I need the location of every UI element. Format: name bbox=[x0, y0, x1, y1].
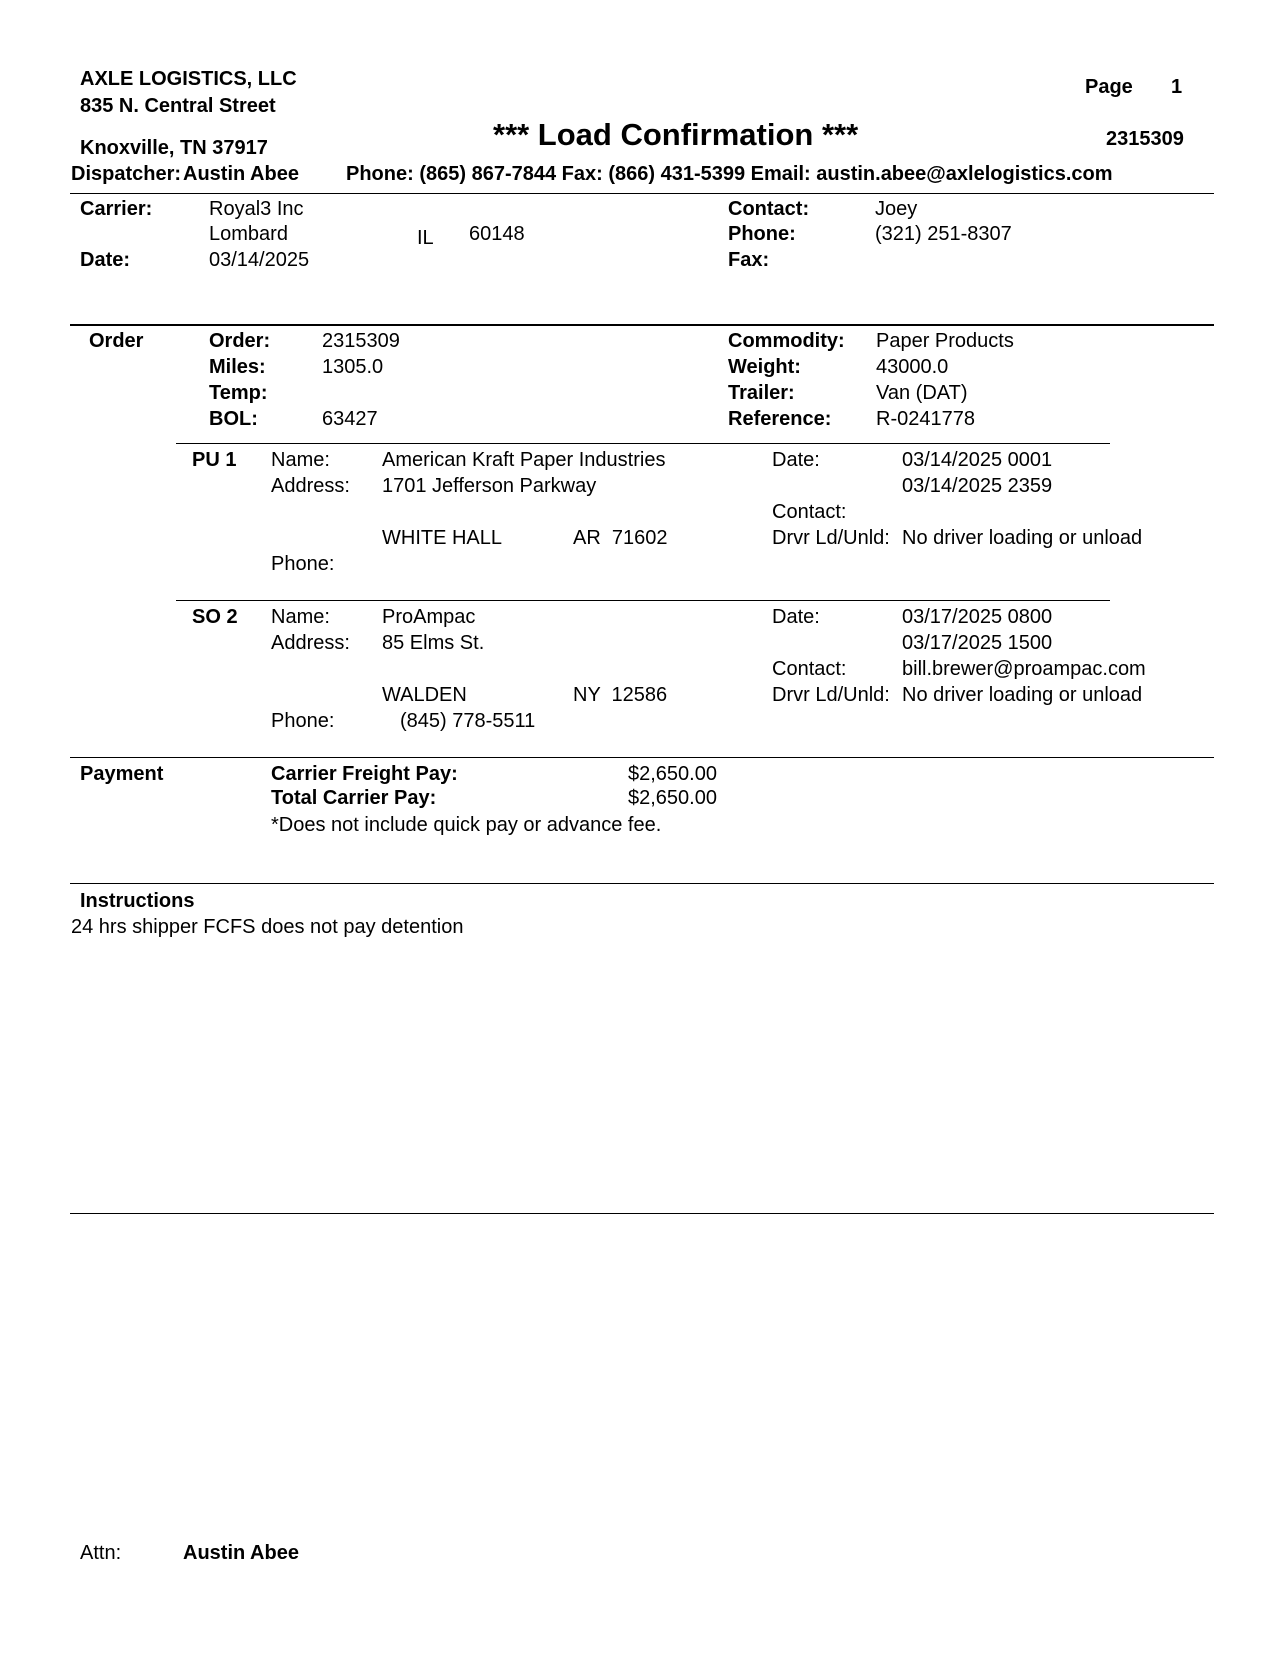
stop-phone-label: Phone: bbox=[271, 553, 335, 575]
stop-driver-label: Drvr Ld/Unld: bbox=[772, 684, 890, 706]
stop-driver-value: No driver loading or unload bbox=[902, 527, 1143, 549]
commodity-value: Paper Products bbox=[876, 330, 1014, 352]
stop-date-from: 03/17/2025 0800 bbox=[902, 606, 1053, 628]
stop-name: ProAmpac bbox=[382, 606, 476, 628]
instructions-text: 24 hrs shipper FCFS does not pay detention bbox=[71, 916, 464, 938]
page-label: Page bbox=[1085, 76, 1133, 98]
miles-value: 1305.0 bbox=[322, 356, 384, 378]
trailer-label: Trailer: bbox=[728, 382, 795, 404]
commodity-label: Commodity: bbox=[728, 330, 845, 352]
stop-name: American Kraft Paper Industries bbox=[382, 449, 666, 471]
carrier-zip: 60148 bbox=[469, 223, 525, 245]
carrier-state: IL bbox=[417, 227, 434, 249]
carrier-label: Carrier: bbox=[80, 198, 153, 220]
stop-date-from: 03/14/2025 0001 bbox=[902, 449, 1053, 471]
stop-driver-value: No driver loading or unload bbox=[902, 684, 1143, 706]
stop-address-label: Address: bbox=[271, 475, 350, 497]
stop-date-to: 03/17/2025 1500 bbox=[902, 632, 1053, 654]
stop-code: SO 2 bbox=[192, 606, 238, 628]
instructions-label: Instructions bbox=[80, 890, 195, 912]
dispatcher-name: Austin Abee bbox=[183, 163, 299, 185]
dispatcher-label: Dispatcher: bbox=[71, 163, 182, 185]
reference-label: Reference: bbox=[728, 408, 832, 430]
payment-note: *Does not include quick pay or advance fee. bbox=[271, 814, 662, 836]
divider bbox=[70, 757, 1214, 758]
company-name: AXLE LOGISTICS, LLC bbox=[80, 68, 297, 90]
freight-pay-label: Carrier Freight Pay: bbox=[271, 763, 458, 785]
carrier-date: 03/14/2025 bbox=[209, 249, 310, 271]
carrier-name: Royal3 Inc bbox=[209, 198, 304, 220]
divider bbox=[70, 193, 1214, 194]
carrier-contact-label: Contact: bbox=[728, 198, 810, 220]
carrier-phone: (321) 251-8307 bbox=[875, 223, 1012, 245]
stop-state-zip: NY 12586 bbox=[573, 684, 668, 706]
carrier-contact: Joey bbox=[875, 198, 918, 220]
stop-address: 1701 Jefferson Parkway bbox=[382, 475, 597, 497]
attn-name: Austin Abee bbox=[183, 1542, 299, 1564]
stop-address: 85 Elms St. bbox=[382, 632, 485, 654]
company-city: Knoxville, TN 37917 bbox=[80, 137, 268, 159]
stop-address-label: Address: bbox=[271, 632, 350, 654]
bol-label: BOL: bbox=[209, 408, 258, 430]
company-street: 835 N. Central Street bbox=[80, 95, 276, 117]
miles-label: Miles: bbox=[209, 356, 266, 378]
load-number: 2315309 bbox=[1106, 128, 1184, 150]
bol-value: 63427 bbox=[322, 408, 378, 430]
divider bbox=[70, 324, 1214, 326]
carrier-city: Lombard bbox=[209, 223, 288, 245]
stop-driver-label: Drvr Ld/Unld: bbox=[772, 527, 890, 549]
stop-phone-label: Phone: bbox=[271, 710, 335, 732]
stop-contact: bill.brewer@proampac.com bbox=[902, 658, 1146, 680]
stop-date-label: Date: bbox=[772, 606, 820, 628]
document-title: *** Load Confirmation *** bbox=[493, 117, 859, 152]
total-pay-label: Total Carrier Pay: bbox=[271, 787, 437, 809]
stop-contact-label: Contact: bbox=[772, 658, 847, 680]
page-number: 1 bbox=[1171, 76, 1183, 98]
contact-line: Phone: (865) 867-7844 Fax: (866) 431-5399 Email: austin.abee@axlelogistics.com bbox=[346, 163, 1113, 185]
payment-section-label: Payment bbox=[80, 763, 164, 785]
order-label: Order: bbox=[209, 330, 271, 352]
reference-value: R-0241778 bbox=[876, 408, 975, 430]
trailer-value: Van (DAT) bbox=[876, 382, 968, 404]
stop-city: WALDEN bbox=[382, 684, 467, 706]
stop-date-label: Date: bbox=[772, 449, 820, 471]
divider bbox=[70, 883, 1214, 884]
temp-label: Temp: bbox=[209, 382, 268, 404]
stop-name-label: Name: bbox=[271, 606, 330, 628]
stop-state-zip: AR 71602 bbox=[573, 527, 668, 549]
order-section-label: Order bbox=[89, 330, 144, 352]
carrier-date-label: Date: bbox=[80, 249, 131, 271]
stop-name-label: Name: bbox=[271, 449, 330, 471]
order-number: 2315309 bbox=[322, 330, 400, 352]
attn-label: Attn: bbox=[80, 1542, 122, 1564]
stop-code: PU 1 bbox=[192, 449, 237, 471]
weight-label: Weight: bbox=[728, 356, 801, 378]
divider bbox=[176, 443, 1110, 444]
stop-contact-label: Contact: bbox=[772, 501, 847, 523]
stop-date-to: 03/14/2025 2359 bbox=[902, 475, 1053, 497]
stop-city: WHITE HALL bbox=[382, 527, 503, 549]
divider bbox=[176, 600, 1110, 601]
carrier-fax-label: Fax: bbox=[728, 249, 770, 271]
freight-pay-value: $2,650.00 bbox=[628, 763, 717, 785]
total-pay-value: $2,650.00 bbox=[628, 787, 717, 809]
stop-phone: (845) 778-5511 bbox=[400, 710, 536, 732]
weight-value: 43000.0 bbox=[876, 356, 949, 378]
divider bbox=[70, 1213, 1214, 1214]
carrier-phone-label: Phone: bbox=[728, 223, 796, 245]
